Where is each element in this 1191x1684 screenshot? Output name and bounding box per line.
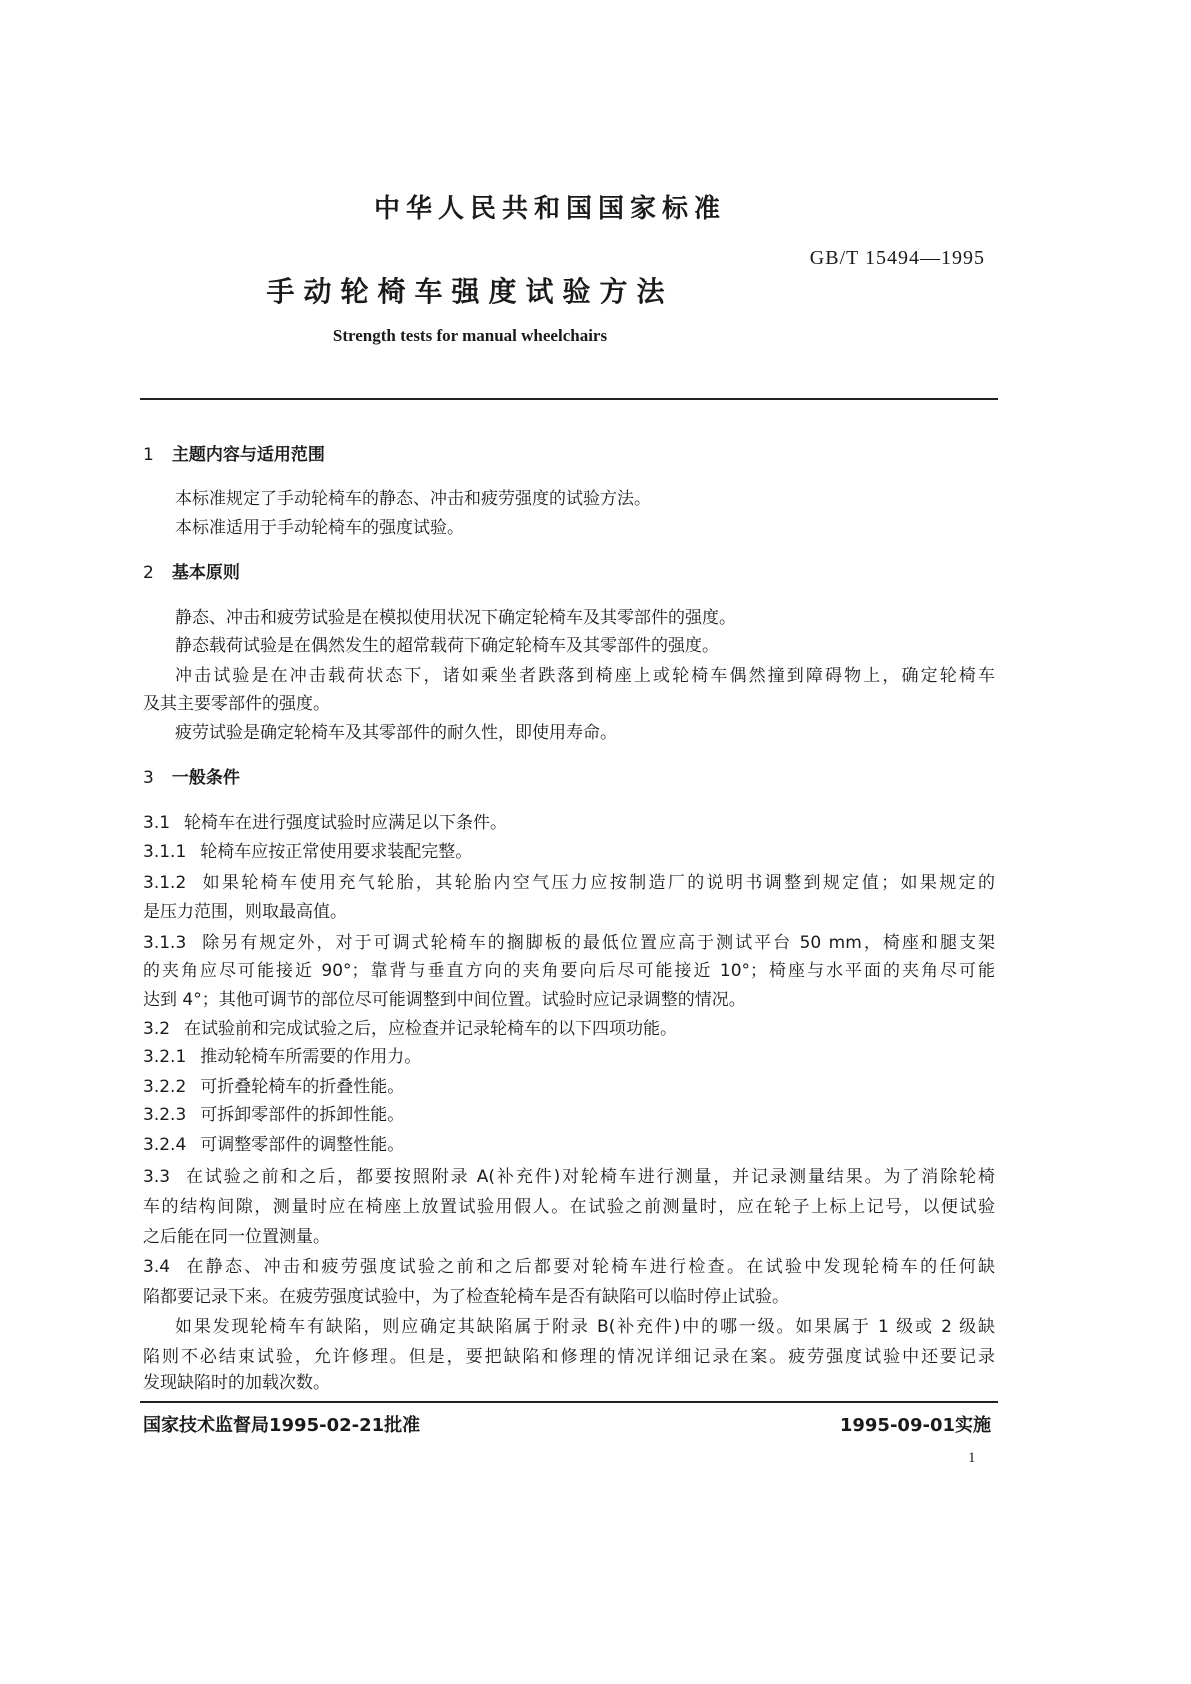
body-text-line bbox=[143, 1018, 995, 1040]
line-text: 之后能在同一位置测量。 bbox=[143, 1227, 330, 1247]
line-text: 是压力范围，则取最高值。 bbox=[143, 902, 347, 922]
clause-number: 3.1 bbox=[143, 813, 171, 833]
line-text: 疲劳试验是确定轮椅车及其零部件的耐久性，即使用寿命。 bbox=[175, 723, 617, 743]
line-text: 陷则不必结束试验，允许修理。但是，要把缺陷和修理的情况详细记录在案。疲劳强度试验中还要记录 bbox=[143, 1347, 995, 1367]
country-standard-heading: 中华人民共和国国家标准 bbox=[373, 194, 726, 224]
line-text: 本标准适用于手动轮椅车的强度试验。 bbox=[175, 518, 464, 538]
page-number: 1 bbox=[968, 1450, 976, 1466]
line-text: 在试验之前和之后，都要按照附录 A(补充件)对轮椅车进行测量，并记录测量结果。为了消除轮椅 bbox=[184, 1167, 995, 1187]
line-text: 可拆卸零部件的拆卸性能。 bbox=[200, 1105, 405, 1125]
line-text: 冲击试验是在冲击载荷状态下，诸如乘坐者跌落到椅座上或轮椅车偶然撞到障碍物上，确定轮椅车 bbox=[175, 666, 995, 686]
body-text-line bbox=[143, 1226, 995, 1248]
section-heading bbox=[143, 562, 995, 584]
line-text: 本标准规定了手动轮椅车的静态、冲击和疲劳强度的试验方法。 bbox=[175, 489, 651, 509]
body-text-line bbox=[143, 872, 995, 894]
clause-number: 3.1.3 bbox=[143, 933, 187, 953]
line-text: 静态、冲击和疲劳试验是在模拟使用状况下确定轮椅车及其零部件的强度。 bbox=[175, 608, 736, 628]
body-text-line bbox=[175, 488, 995, 510]
clause-number: 3.2.4 bbox=[143, 1135, 187, 1155]
body-text-line bbox=[143, 932, 995, 954]
body-text-line bbox=[143, 693, 995, 715]
body-text-line bbox=[143, 812, 995, 834]
section-heading bbox=[143, 444, 995, 466]
document-title-en: Strength tests for manual wheelchairs bbox=[332, 326, 608, 345]
effective-date: 1995-09-01实施 bbox=[839, 1415, 991, 1436]
clause-number: 3.2.1 bbox=[143, 1047, 187, 1067]
body-text-line bbox=[143, 841, 995, 863]
line-text: 静态载荷试验是在偶然发生的超常载荷下确定轮椅车及其零部件的强度。 bbox=[175, 636, 719, 656]
body-text-line bbox=[143, 1256, 995, 1278]
line-text: 及其主要零部件的强度。 bbox=[143, 694, 330, 714]
document-title-cn: 手动轮椅车强度试验方法 bbox=[266, 275, 674, 308]
body-text-line bbox=[143, 989, 995, 1011]
line-text: 如果轮椅车使用充气轮胎，其轮胎内空气压力应按制造厂的说明书调整到规定值；如果规定的 bbox=[200, 873, 995, 893]
body-text-line bbox=[175, 607, 995, 629]
body-text-line bbox=[143, 1346, 995, 1368]
line-text: 的夹角应尽可能接近 90°；靠背与垂直方向的夹角要向后尽可能接近 10°；椅座与水平面的夹角尽可能 bbox=[143, 961, 995, 981]
line-text: 发现缺陷时的加载次数。 bbox=[143, 1373, 330, 1393]
section-heading bbox=[143, 767, 995, 789]
body-text-line bbox=[143, 1046, 995, 1068]
body-text-line bbox=[143, 901, 995, 923]
line-text: 如果发现轮椅车有缺陷，则应确定其缺陷属于附录 B(补充件)中的哪一级。如果属于 1 级或 2 级缺 bbox=[175, 1317, 995, 1337]
clause-number: 3.1.2 bbox=[143, 873, 187, 893]
body-text-line bbox=[175, 517, 995, 539]
body-text-line bbox=[143, 960, 995, 982]
clause-number: 3.2.2 bbox=[143, 1077, 187, 1097]
approval-date: 国家技术监督局1995-02-21批准 bbox=[143, 1415, 421, 1436]
line-text: 可折叠轮椅车的折叠性能。 bbox=[200, 1077, 405, 1097]
body-text-line bbox=[143, 1286, 995, 1308]
clause-number: 2 bbox=[143, 563, 154, 583]
body-text-line bbox=[175, 665, 995, 687]
line-text: 在试验前和完成试验之后，应检查并记录轮椅车的以下四项功能。 bbox=[184, 1019, 678, 1039]
clause-number: 3.2 bbox=[143, 1019, 171, 1039]
clause-number: 3.1.1 bbox=[143, 842, 187, 862]
body-text-line bbox=[143, 1372, 995, 1394]
line-text: 轮椅车应按正常使用要求装配完整。 bbox=[200, 842, 473, 862]
footer-divider bbox=[140, 1401, 998, 1403]
body-text-line bbox=[143, 1196, 995, 1218]
line-text: 在静态、冲击和疲劳强度试验之前和之后都要对轮椅车进行检查。在试验中发现轮椅车的任何缺 bbox=[184, 1257, 995, 1277]
line-text: 推动轮椅车所需要的作用力。 bbox=[200, 1047, 422, 1067]
clause-number: 3 bbox=[143, 768, 154, 788]
clause-number: 3.2.3 bbox=[143, 1105, 187, 1125]
line-text: 除另有规定外，对于可调式轮椅车的搁脚板的最低位置应高于测试平台 50 mm，椅座和腿支架 bbox=[200, 933, 995, 953]
line-text: 陷都要记录下来。在疲劳强度试验中，为了检查轮椅车是否有缺陷可以临时停止试验。 bbox=[143, 1287, 789, 1307]
standard-number: GB/T 15494—1995 bbox=[809, 247, 985, 269]
body-text-line bbox=[143, 1166, 995, 1188]
line-text: 主题内容与适用范围 bbox=[171, 445, 325, 465]
clause-number: 3.4 bbox=[143, 1257, 171, 1277]
line-text: 车的结构间隙，测量时应在椅座上放置试验用假人。在试验之前测量时，应在轮子上标上记号，以便试验 bbox=[143, 1197, 995, 1217]
clause-number: 1 bbox=[143, 445, 154, 465]
line-text: 基本原则 bbox=[171, 563, 240, 583]
body-text-line bbox=[143, 1134, 995, 1156]
line-text: 可调整零部件的调整性能。 bbox=[200, 1135, 405, 1155]
line-text: 一般条件 bbox=[171, 768, 240, 788]
body-text-line bbox=[175, 635, 995, 657]
header-divider bbox=[140, 398, 998, 400]
line-text: 轮椅车在进行强度试验时应满足以下条件。 bbox=[184, 813, 508, 833]
line-text: 达到 4°；其他可调节的部位尽可能调整到中间位置。试验时应记录调整的情况。 bbox=[143, 990, 746, 1010]
body-text-line bbox=[175, 1316, 995, 1338]
body-text-line bbox=[143, 1104, 995, 1126]
clause-number: 3.3 bbox=[143, 1167, 171, 1187]
body-text-line bbox=[175, 722, 995, 744]
body-text-line bbox=[143, 1076, 995, 1098]
